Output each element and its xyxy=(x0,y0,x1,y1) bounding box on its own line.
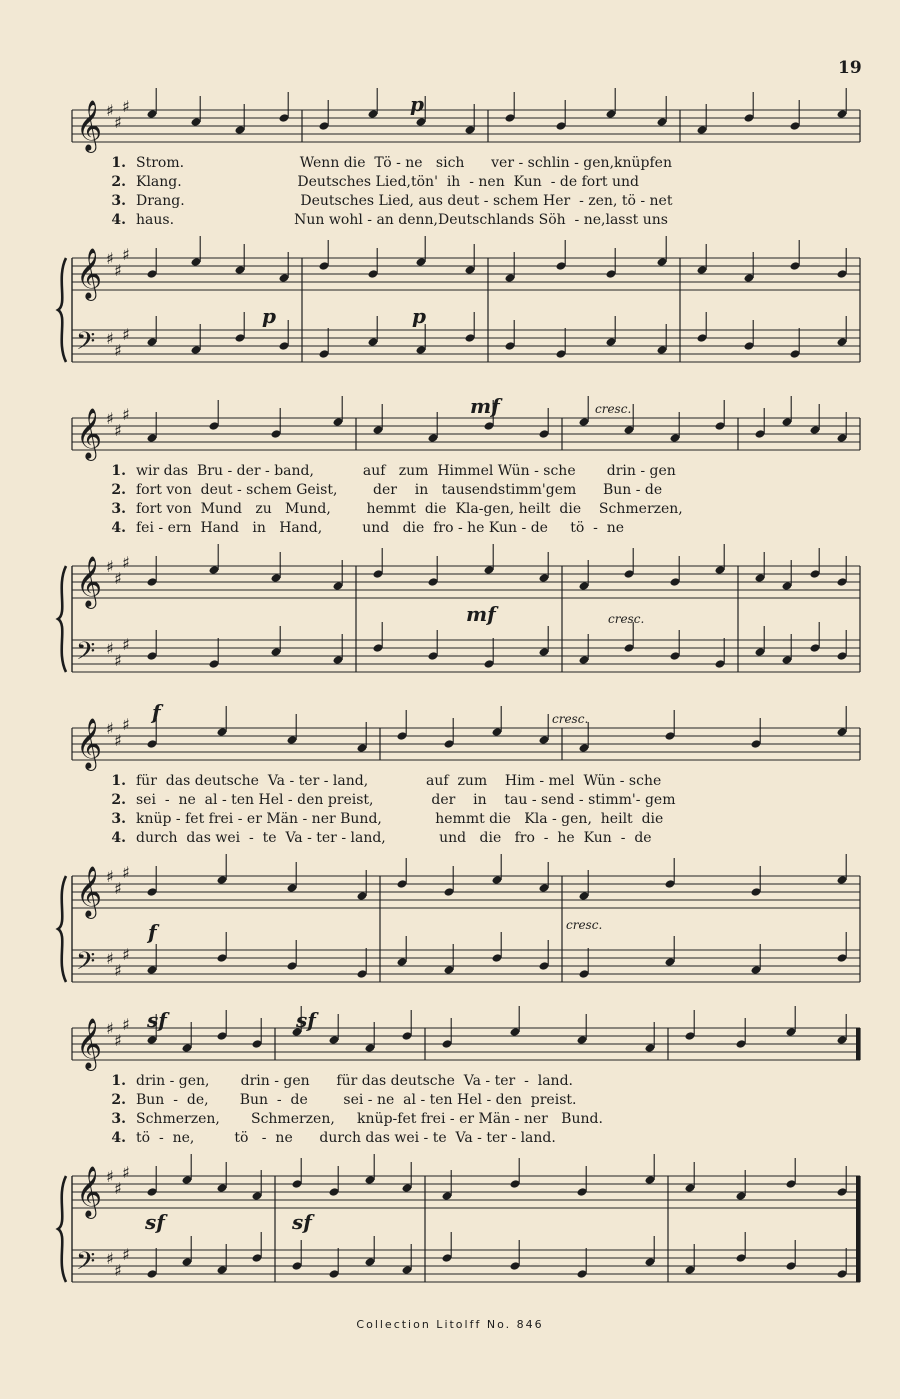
sharp-icon: ♯ xyxy=(114,113,122,132)
piano-brace xyxy=(58,258,66,362)
sharp-icon: ♯ xyxy=(122,1015,130,1034)
bass-clef-icon: 𝄢 xyxy=(76,1247,96,1282)
verse-line: 2. sei - ne al - ten Hel - den preist, der in tau - send - stimm'- gem xyxy=(111,792,676,808)
piano-brace xyxy=(58,876,66,982)
dynamic-mark: p xyxy=(262,304,276,328)
verse-line: 1. Strom. Wenn die Tö - ne sich ver - schlin - gen,knüpfen xyxy=(111,155,672,171)
verse-line: 4. tö - ne, tö - ne durch das wei - te Va - ter - land. xyxy=(111,1130,556,1146)
sharp-icon: ♯ xyxy=(122,715,130,734)
verse-line: 4. durch das wei - te Va - ter - land, und die fro - he Kun - de xyxy=(111,830,652,846)
sharp-icon: ♯ xyxy=(114,1179,122,1198)
verse-line: 2. Klang. Deutsches Lied,tön' ih - nen Kun - de fort und xyxy=(111,174,639,190)
dynamic-mark: sf xyxy=(292,1210,312,1234)
sharp-icon: ♯ xyxy=(114,261,122,280)
treble-clef-icon: 𝄞 xyxy=(76,556,103,607)
piano-brace xyxy=(58,1176,66,1282)
dynamic-mark: mf xyxy=(466,602,496,626)
treble-clef-icon: 𝄞 xyxy=(76,100,103,151)
treble-clef-icon: 𝄞 xyxy=(76,248,103,299)
sharp-icon: ♯ xyxy=(114,569,122,588)
verse-line: 1. wir das Bru - der - band, auf zum Himmel Wün - sche drin - gen xyxy=(111,463,676,479)
final-barline xyxy=(856,1028,860,1060)
collection-footer: Collection Litolff No. 846 xyxy=(356,1318,544,1331)
dynamic-mark: f xyxy=(152,700,161,724)
sharp-icon: ♯ xyxy=(106,1249,114,1268)
dynamic-mark: cresc. xyxy=(595,402,632,416)
treble-clef-icon: 𝄞 xyxy=(76,408,103,459)
verse-line: 1. drin - gen, drin - gen für das deutsche Va - ter - land. xyxy=(111,1073,573,1089)
sharp-icon: ♯ xyxy=(122,405,130,424)
verse-line: 1. für das deutsche Va - ter - land, auf zum Him - mel Wün - sche xyxy=(111,773,662,789)
verse-line: 2. fort von deut - schem Geist, der in tausendstimm'gem Bun - de xyxy=(111,482,663,498)
piano-brace xyxy=(58,566,66,672)
bass-clef-icon: 𝄢 xyxy=(76,637,96,672)
sharp-icon: ♯ xyxy=(106,409,114,428)
sharp-icon: ♯ xyxy=(122,553,130,572)
sharp-icon: ♯ xyxy=(106,867,114,886)
dynamic-mark: mf xyxy=(470,394,500,418)
page-number: 19 xyxy=(838,58,862,78)
final-barline xyxy=(856,1176,860,1282)
treble-clef-icon: 𝄞 xyxy=(76,718,103,769)
sharp-icon: ♯ xyxy=(122,245,130,264)
dynamic-mark: p xyxy=(410,92,424,116)
sharp-icon: ♯ xyxy=(122,635,130,654)
verse-line: 4. haus. Nun wohl - an denn,Deutschlands Söh - ne,lasst uns xyxy=(111,212,668,228)
sharp-icon: ♯ xyxy=(122,1245,130,1264)
sharp-icon: ♯ xyxy=(106,101,114,120)
sharp-icon: ♯ xyxy=(122,1163,130,1182)
bass-clef-icon: 𝄢 xyxy=(76,947,96,982)
sharp-icon: ♯ xyxy=(106,639,114,658)
verse-line: 3. Drang. Deutsches Lied, aus deut - schem Her - zen, tö - net xyxy=(111,193,673,209)
sharp-icon: ♯ xyxy=(106,329,114,348)
verse-line: 3. fort von Mund zu Mund, hemmt die Kla-gen, heilt die Schmerzen, xyxy=(111,501,683,517)
sharp-icon: ♯ xyxy=(122,863,130,882)
treble-clef-icon: 𝄞 xyxy=(76,866,103,917)
dynamic-mark: cresc. xyxy=(552,712,589,726)
dynamic-mark: p xyxy=(412,304,426,328)
dynamic-mark: cresc. xyxy=(566,918,603,932)
sharp-icon: ♯ xyxy=(122,97,130,116)
sharp-icon: ♯ xyxy=(114,961,122,980)
sharp-icon: ♯ xyxy=(114,1031,122,1050)
sharp-icon: ♯ xyxy=(122,325,130,344)
dynamic-mark: sf xyxy=(296,1008,316,1032)
verse-line: 2. Bun - de, Bun - de sei - ne al - ten Hel - den preist. xyxy=(111,1092,577,1108)
sharp-icon: ♯ xyxy=(114,421,122,440)
dynamic-mark: sf xyxy=(145,1210,165,1234)
verse-line: 4. fei - ern Hand in Hand, und die fro - he Kun - de tö - ne xyxy=(111,520,625,536)
sharp-icon: ♯ xyxy=(114,341,122,360)
sharp-icon: ♯ xyxy=(106,1019,114,1038)
sharp-icon: ♯ xyxy=(106,249,114,268)
sharp-icon: ♯ xyxy=(122,945,130,964)
dynamic-mark: cresc. xyxy=(608,612,645,626)
verse-line: 3. Schmerzen, Schmerzen, knüp-fet frei - er Män - ner Bund. xyxy=(111,1111,603,1127)
sharp-icon: ♯ xyxy=(114,651,122,670)
dynamic-mark: f xyxy=(148,920,157,944)
treble-clef-icon: 𝄞 xyxy=(76,1166,103,1217)
sharp-icon: ♯ xyxy=(114,879,122,898)
sharp-icon: ♯ xyxy=(114,1261,122,1280)
bass-clef-icon: 𝄢 xyxy=(76,327,96,362)
sharp-icon: ♯ xyxy=(114,731,122,750)
verse-line: 3. knüp - fet frei - er Män - ner Bund, hemmt die Kla - gen, heilt die xyxy=(111,811,664,827)
sharp-icon: ♯ xyxy=(106,719,114,738)
sharp-icon: ♯ xyxy=(106,1167,114,1186)
sharp-icon: ♯ xyxy=(106,557,114,576)
sharp-icon: ♯ xyxy=(106,949,114,968)
treble-clef-icon: 𝄞 xyxy=(76,1018,103,1069)
dynamic-mark: sf xyxy=(147,1008,167,1032)
